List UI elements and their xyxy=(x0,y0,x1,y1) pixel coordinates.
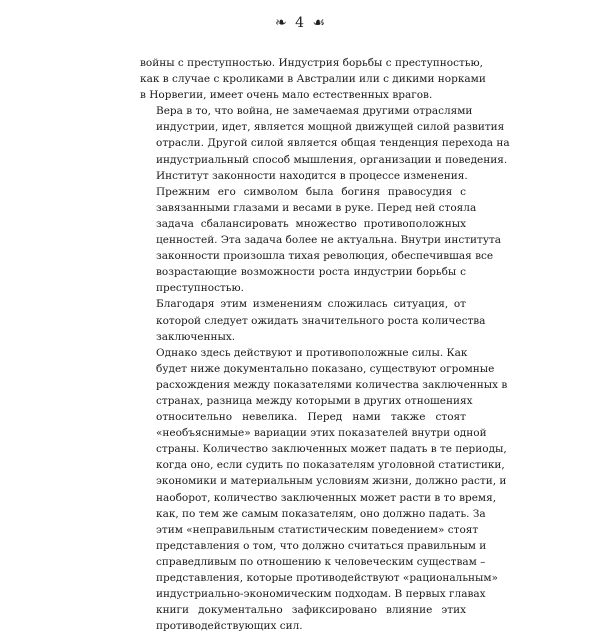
paragraph xyxy=(140,296,486,344)
text-line: завязанными глазами и весами в руке. Перед ней стояла xyxy=(156,201,477,214)
text-line: Вера в то, что война, не замечаемая другими отраслями xyxy=(156,105,473,118)
ornament-right-icon: ☙ xyxy=(312,15,326,31)
text-line: индустриальный способ мышления, организации и поведения. xyxy=(156,153,508,166)
text-line: как, по тем же самым показателям, оно должно падать. За xyxy=(156,507,486,520)
text-line: представления, которые противодействуют «рациональным» xyxy=(156,572,498,584)
text-line: индустрии, идет, является мощной движущей силой развития xyxy=(156,121,505,134)
text-line: индустриально-экономическим подходам. В первых главах xyxy=(156,588,486,601)
text-line: расхождения между показателями количества заключенных в xyxy=(156,378,508,391)
paragraph xyxy=(140,168,502,297)
text-line: законности произошла тихая революция, обеспечившая все xyxy=(156,250,494,263)
text-line: наоборот, количество заключенных может расти в то время, xyxy=(156,491,497,504)
text-line: относительно невелика. Перед нами также стоят xyxy=(156,411,466,424)
text-line: Однако здесь действуют и противоположные силы. Как xyxy=(156,346,468,359)
text-line: задача сбалансировать множество противоположных xyxy=(156,217,466,230)
text-line: противодействующих сил. xyxy=(156,620,303,633)
page-number: 4 xyxy=(295,15,305,31)
text-line: «необъяснимые» вариации этих показателей внутри одной xyxy=(156,427,487,440)
text-line: когда оно, если судить по показателям уголовной статистики, xyxy=(156,459,505,472)
text-line: преступностью. xyxy=(156,282,245,295)
page-header xyxy=(0,14,600,32)
text-line: страны. Количество заключенных может падать в те периоды, xyxy=(156,443,507,456)
text-line: Институт законности находится в процессе изменения. xyxy=(156,169,468,182)
text-line: представления о том, что должно считаться правильным и xyxy=(156,539,487,552)
text-line: войны с преступностью. Индустрия борьбы с преступностью, xyxy=(140,57,483,69)
text-line: отрасли. Другой силой является общая тенденция перехода на xyxy=(156,137,510,150)
text-line: справедливым по отношению к человеческим существам – xyxy=(156,555,486,568)
body-text xyxy=(140,55,510,634)
text-line: экономики и материальным условиям жизни, должно расти, и xyxy=(156,475,507,488)
paragraph xyxy=(140,55,486,103)
text-line: этим «неправильным статистическим поведением» стоят xyxy=(156,523,479,536)
text-line: заключенных. xyxy=(156,330,236,343)
text-line: в Норвегии, имеет очень мало естественных врагов. xyxy=(140,89,433,102)
paragraph xyxy=(140,345,508,634)
text-line: ценностей. Эта задача более не актуальна. Внутри института xyxy=(156,234,502,247)
text-line: будет ниже документально показано, существуют огромные xyxy=(156,362,495,375)
text-line: Прежним его символом была богиня правосудия с xyxy=(156,185,466,198)
text-line: странах, разница между которыми в других отношениях xyxy=(156,394,473,407)
text-line: которой следует ожидать значительного роста количества xyxy=(156,314,486,327)
text-line: возрастающие возможности роста индустрии борьбы с xyxy=(156,266,466,279)
text-line: как в случае с кроликами в Австралии или с дикими норками xyxy=(140,73,486,86)
text-line: книги документально зафиксировано влияние этих xyxy=(156,604,466,617)
ornament-left-icon: ❧ xyxy=(274,15,287,31)
paragraph xyxy=(140,103,510,167)
text-line: Благодаря этим изменениям сложилась ситуация, от xyxy=(156,298,466,311)
